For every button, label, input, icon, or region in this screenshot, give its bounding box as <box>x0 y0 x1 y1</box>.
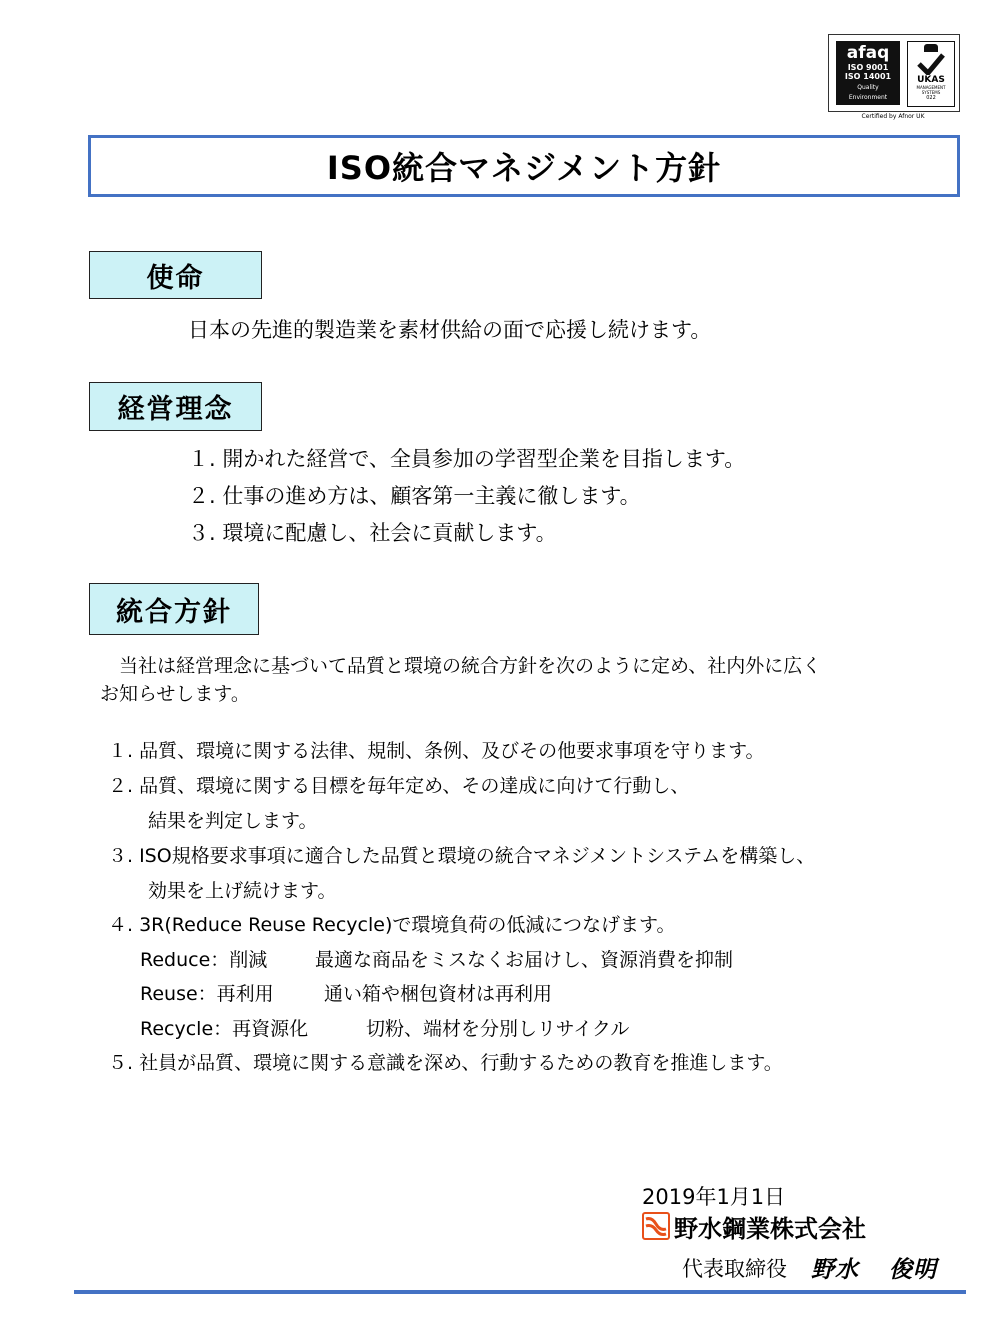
afaq-logo <box>836 41 900 105</box>
policy-intro-line-1: 当社は経営理念に基づいて品質と環境の統合方針を次のように定め、社内外に広く <box>119 655 822 677</box>
policy-item-4: ４. 3R(Reduce Reuse Recycle)で環境負荷の低減につなげます。 <box>108 914 676 936</box>
iso-9001-label: ISO 9001 <box>847 63 889 72</box>
policy-item-2-continued: 結果を判定します。 <box>148 810 318 832</box>
recycle-label: Recycle：再資源化 <box>140 1018 309 1040</box>
mission-text: 日本の先進的製造業を素材供給の面で応援し続けます。 <box>188 318 712 342</box>
issue-date: 2019年1月1日 <box>642 1185 786 1209</box>
page-title-box <box>88 135 960 197</box>
policy-item-2: ２. 品質、環境に関する目標を毎年定め、その達成に向けて行動し、 <box>108 775 690 797</box>
reuse-description: 通い箱や梱包資材は再利用 <box>324 983 553 1005</box>
philosophy-heading: 経営理念 <box>89 382 262 431</box>
ukas-logo <box>907 41 955 107</box>
representative-title: 代表取締役 <box>682 1256 787 1281</box>
ukas-subtitle: MANAGEMENT SYSTEMS <box>916 85 946 95</box>
reuse-label: Reuse：再利用 <box>140 983 274 1005</box>
reduce-description: 最適な商品をミスなくお届けし、資源消費を抑制 <box>315 949 734 971</box>
policy-item-3: ３. ISO規格要求事項に適合した品質と環境の統合マネジメントシステムを構築し、 <box>108 845 816 867</box>
crown-icon <box>924 44 938 52</box>
afaq-name: afaq <box>846 43 890 63</box>
company-name: 野水鋼業株式会社 <box>674 1214 866 1243</box>
checkmark-icon <box>916 53 946 75</box>
bottom-divider <box>74 1290 966 1294</box>
philosophy-item-3: ３. 環境に配慮し、社会に貢献します。 <box>188 521 557 545</box>
certification-logo <box>828 34 960 124</box>
representative-row <box>682 1251 937 1284</box>
quality-label: Quality <box>857 84 879 91</box>
company-row <box>642 1210 866 1242</box>
ukas-number: 022 <box>926 95 936 101</box>
policy-item-1: １. 品質、環境に関する法律、規制、条例、及びその他要求事項を守ります。 <box>108 740 765 762</box>
policy-heading: 統合方針 <box>89 583 259 635</box>
reduce-label: Reduce：削減 <box>140 949 268 971</box>
policy-item-5: ５. 社員が品質、環境に関する意識を深め、行動するための教育を推進します。 <box>108 1052 783 1074</box>
ukas-name: UKAS <box>917 75 945 85</box>
iso-14001-label: ISO 14001 <box>844 72 892 81</box>
policy-item-3-continued: 効果を上げ続けます。 <box>148 880 337 902</box>
company-logo-icon <box>642 1212 670 1240</box>
representative-name <box>811 1251 937 1284</box>
philosophy-item-1: １. 開かれた経営で、全員参加の学習型企業を目指します。 <box>188 447 746 471</box>
certified-by-text: Certified by Afnor UK <box>861 113 925 120</box>
philosophy-item-2: ２. 仕事の進め方は、顧客第一主義に徹します。 <box>188 484 641 508</box>
mission-heading: 使命 <box>89 251 262 299</box>
page-title: ISO統合マネジメント方針 <box>326 149 722 187</box>
environment-label: Environment <box>848 94 888 101</box>
policy-intro-line-2: お知らせします。 <box>100 683 250 705</box>
recycle-description: 切粉、端材を分別しリサイクル <box>366 1018 630 1040</box>
representative-given-name: 俊明 <box>889 1256 937 1283</box>
certification-badge-frame <box>828 34 960 112</box>
representative-family-name: 野水 <box>811 1256 859 1283</box>
